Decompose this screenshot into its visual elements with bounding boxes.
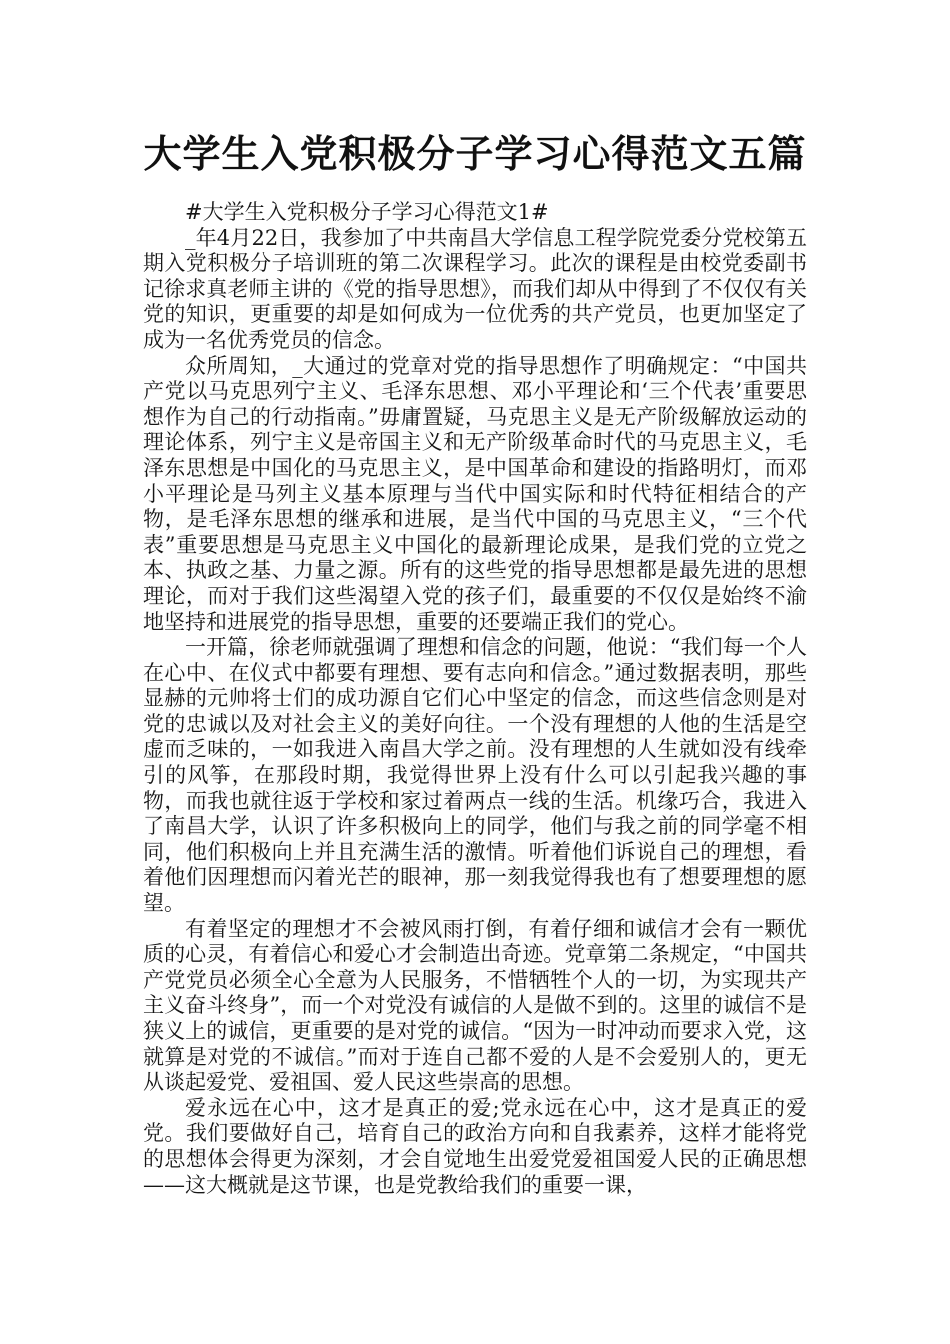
document-body	[143, 200, 807, 1198]
paragraph: 有着坚定的理想才不会被风雨打倒，有着仔细和诚信才会有一颗优质的心灵，有着信心和爱心才会制造出奇迹。党章第二条规定，“中国共产党党员必须全心全意为人民服务，不惜牺牲个人的一切，为实现共产主义奋斗终身”，而一个对党没有诚信的人是做不到的。这里的诚信不是狭义上的诚信，更重要的是对党的诚信。“因为一时冲动而要求入党，这就算是对党的不诚信。”而对于连自己都不爱的人是不会爱别人的，更无从谈起爱党、爱祖国、爱人民这些崇高的思想。	[143, 916, 807, 1095]
paragraph: 一开篇，徐老师就强调了理想和信念的问题，他说：“我们每一个人在心中、在仪式中都要有理想、要有志向和信念。”通过数据表明，那些显赫的元帅将士们的成功源自它们心中坚定的信念，而这些信念则是对党的忠诚以及对社会主义的美好向往。一个没有理想的人他的生活是空虚而乏味的，一如我进入南昌大学之前。没有理想的人生就如没有线牵引的风筝，在那段时期，我觉得世界上没有什么可以引起我兴趣的事物，而我也就往返于学校和家过着两点一线的生活。机缘巧合，我进入了南昌大学，认识了许多积极向上的同学，他们与我之前的同学毫不相同，他们积极向上并且充满生活的激情。听着他们诉说自己的理想，看着他们因理想而闪着光芒的眼神，那一刻我觉得我也有了想要理想的愿望。	[143, 635, 807, 916]
paragraph: 众所周知，_大通过的党章对党的指导思想作了明确规定：“中国共产党以马克思列宁主义、毛泽东思想、邓小平理论和‘三个代表’重要思想作为自己的行动指南。”毋庸置疑，马克思主义是无产阶级解放运动的理论体系，列宁主义是帝国主义和无产阶级革命时代的马克思主义，毛泽东思想是中国化的马克思主义，是中国革命和建设的指路明灯，而邓小平理论是马列主义基本原理与当代中国实际和时代特征相结合的产物，是毛泽东思想的继承和进展，是当代中国的马克思主义，“三个代表”重要思想是马克思主义中国化的最新理论成果，是我们党的立党之本、执政之基、力量之源。所有的这些党的指导思想都是最先进的思想理论，而对于我们这些渴望入党的孩子们，最重要的不仅仅是始终不渝地坚持和进展党的指导思想，重要的还要端正我们的党心。	[143, 353, 807, 634]
paragraph: 爱永远在心中，这才是真正的爱;党永远在心中，这才是真正的爱党。我们要做好自己，培育自己的政治方向和自我素养，这样才能将党的思想体会得更为深刻，才会自觉地生出爱党爱祖国爱人民的正确思想——这大概就是这节课，也是党教给我们的重要一课，	[143, 1095, 807, 1197]
section-heading: #大学生入党积极分子学习心得范文1#	[185, 200, 549, 224]
paragraph: _年4月22日，我参加了中共南昌大学信息工程学院党委分党校第五期入党积极分子培训班的第二次课程学习。此次的课程是由校党委副书记徐求真老师主讲的《党的指导思想》，而我们却从中得到了不仅仅有关党的知识，更重要的却是如何成为一位优秀的共产党员，也更加坚定了成为一名优秀党员的信念。	[143, 225, 807, 352]
document-title: 大学生入党积极分子学习心得范文五篇	[143, 132, 807, 176]
